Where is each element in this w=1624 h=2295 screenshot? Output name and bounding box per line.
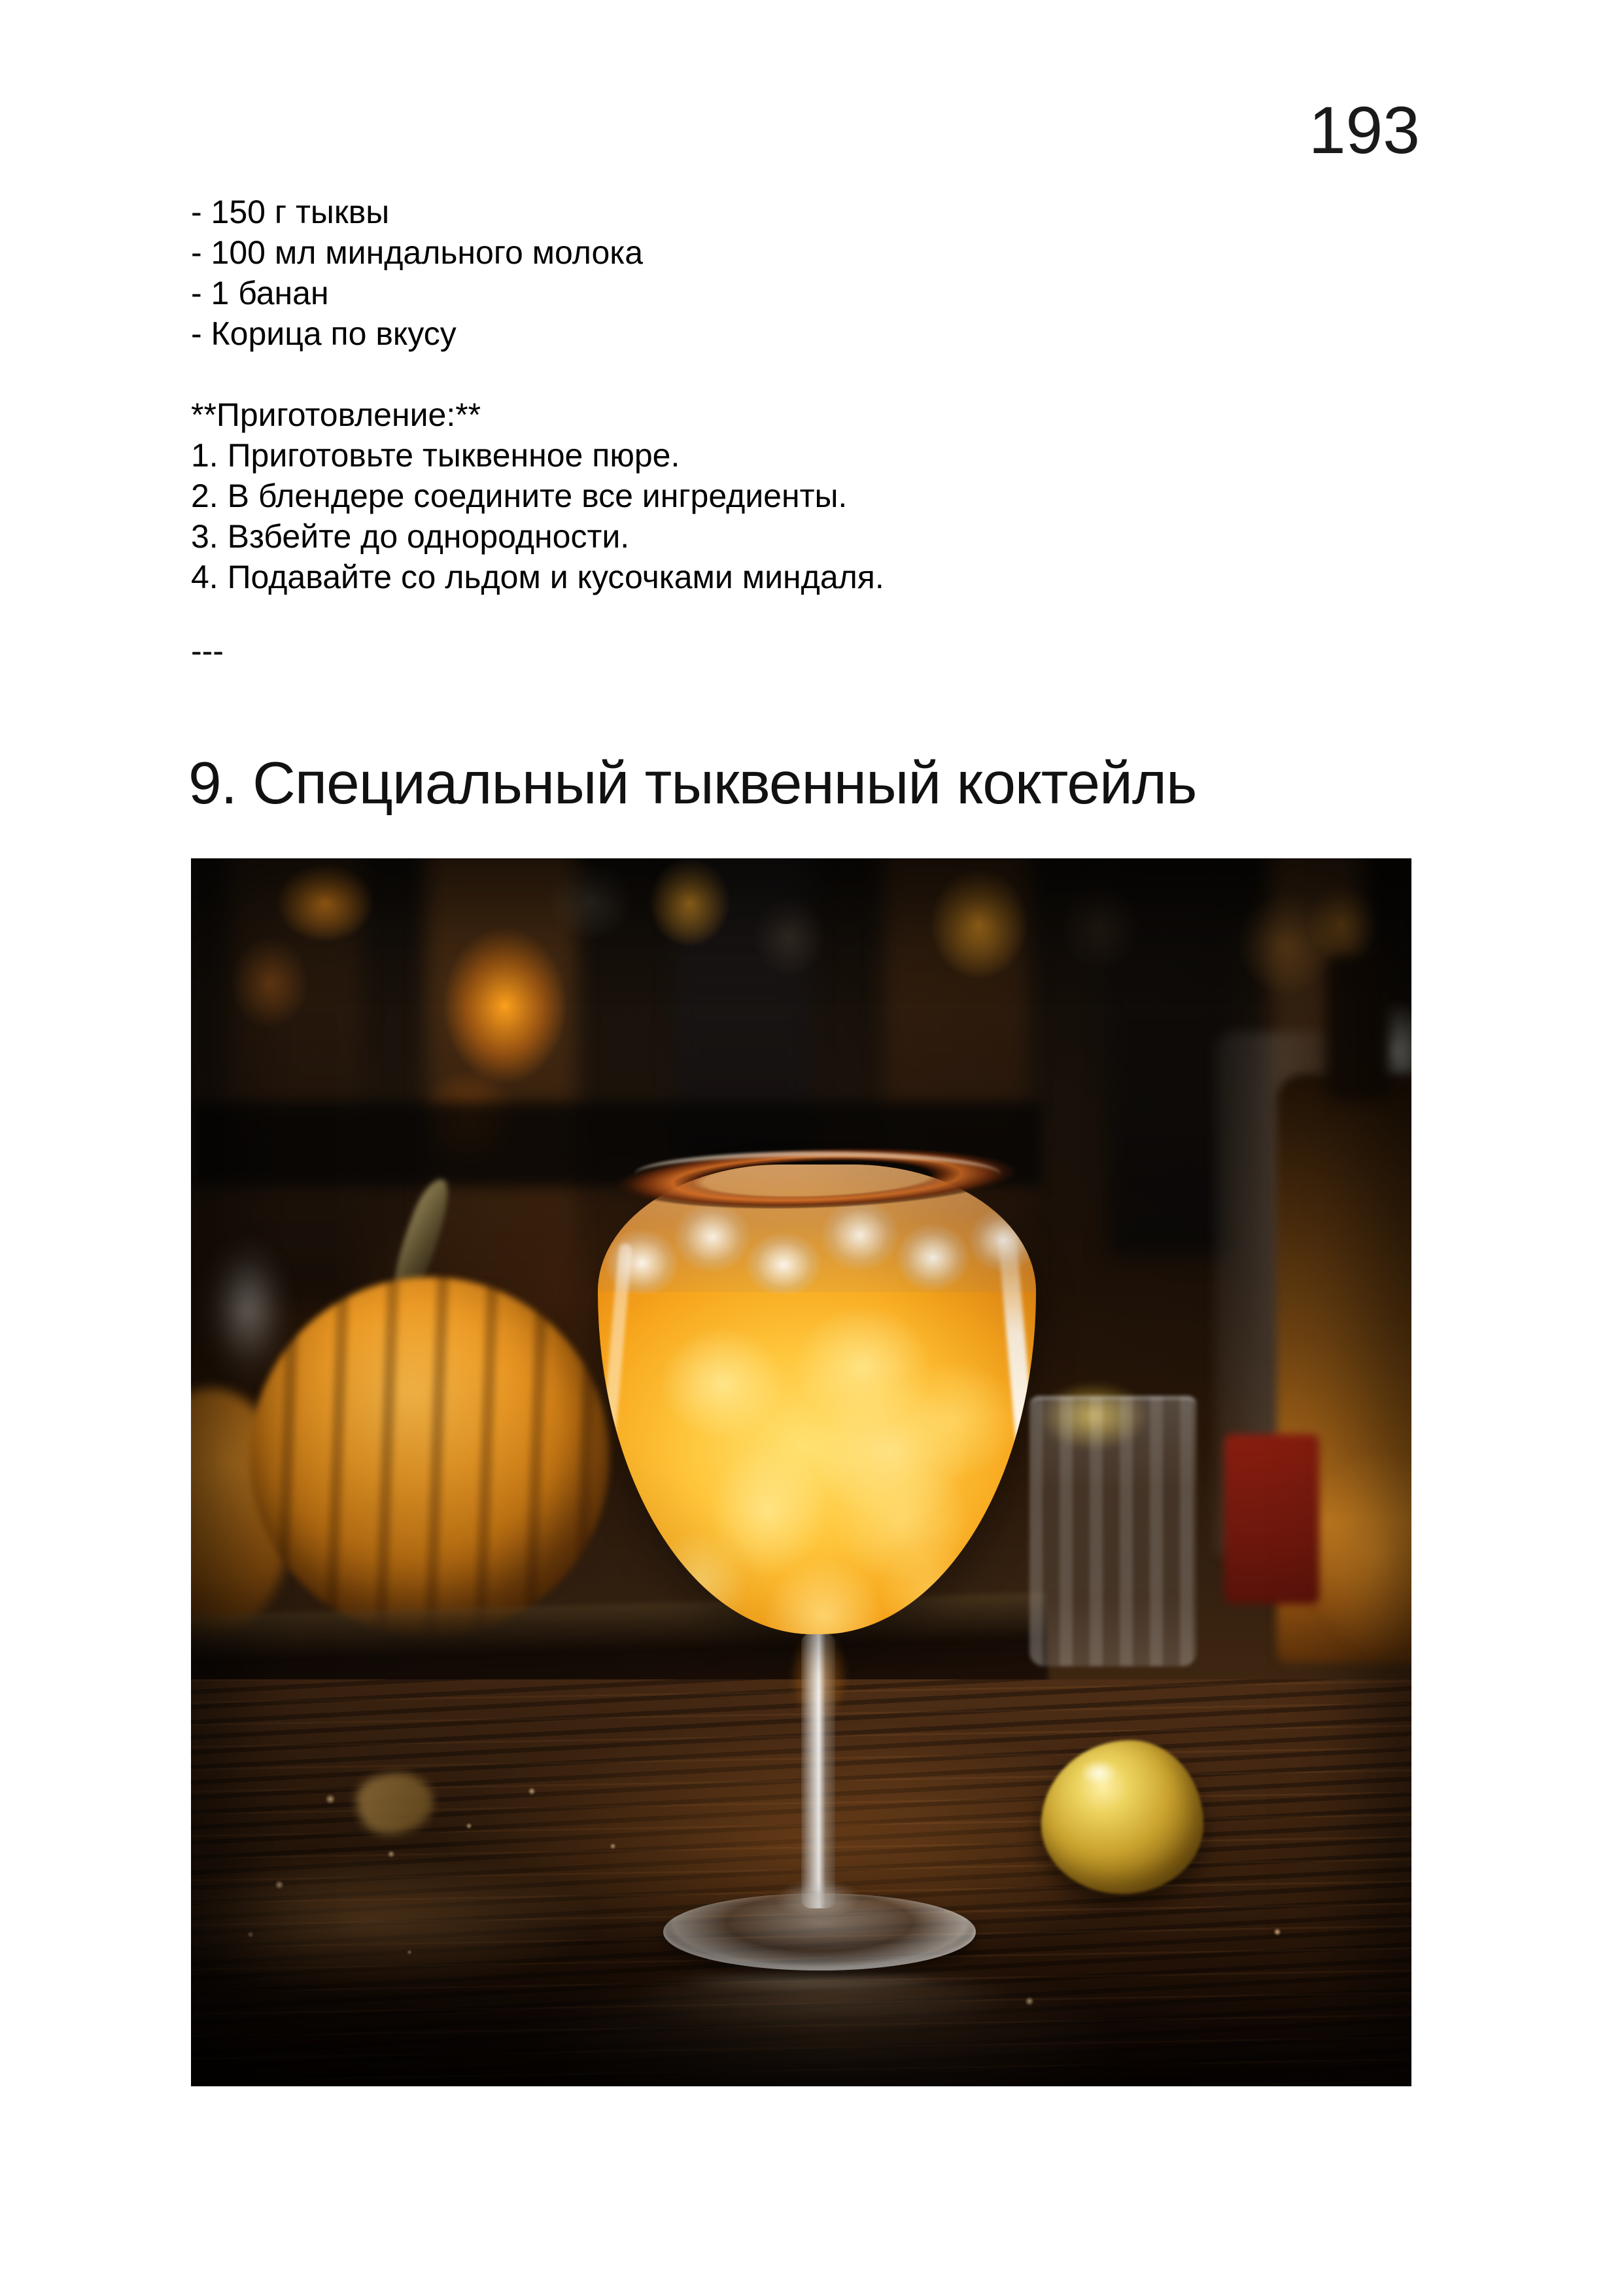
ingredient-item: - 150 г тыквы xyxy=(191,194,390,230)
ingredient-item: - Корица по вкусу xyxy=(191,315,457,352)
separator: --- xyxy=(191,633,224,669)
preparation-step: 4. Подавайте со льдом и кусочками миндаля. xyxy=(191,559,884,595)
preparation-step: 1. Приготовьте тыквенное пюре. xyxy=(191,437,680,474)
preparation-title: **Приготовление:** xyxy=(191,396,481,433)
ingredients-list xyxy=(191,192,643,354)
section-heading: 9. Специальный тыквенный коктейль xyxy=(188,750,1197,816)
ingredient-item: - 100 мл миндального молока xyxy=(191,234,644,271)
page-number: 193 xyxy=(1308,93,1420,167)
preparation-step: 2. В блендере соедините все ингредиенты. xyxy=(191,478,848,514)
preparation-block xyxy=(191,394,884,597)
preparation-step: 3. Взбейте до однородности. xyxy=(191,518,630,555)
ingredient-item: - 1 банан xyxy=(191,275,329,311)
cocktail-photo xyxy=(191,858,1411,2086)
photo-vignette xyxy=(191,858,1411,2086)
